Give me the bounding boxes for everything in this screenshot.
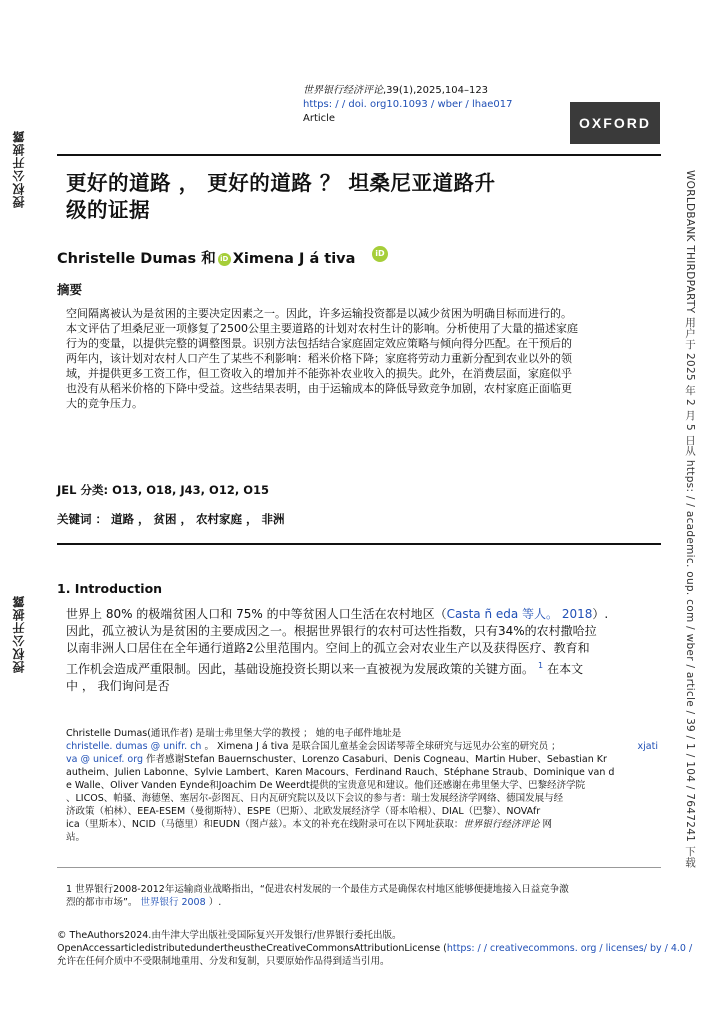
citation-volume: ,39(1),2025,104–123: [383, 85, 489, 96]
footnote-text: ）.: [208, 897, 222, 908]
citation-link[interactable]: Casta ñ eda 等人。 2018: [446, 607, 593, 621]
introduction-heading: 1. Introduction: [57, 581, 163, 596]
intro-line: [66, 606, 659, 623]
footnote-line: [66, 896, 660, 909]
author-note-line: [66, 753, 660, 766]
section-rule: [57, 543, 661, 545]
journal-name: 世界银行经济评论: [463, 819, 540, 830]
copyright-line: [57, 942, 693, 955]
abstract-line: 本文评估了坦桑尼亚一项修复了2500公里主要道路的计划对农村生计的影响。分析使用了大量的描述家庭: [66, 322, 578, 335]
disclosure-label-top: 授权公开披露: [12, 130, 26, 208]
title-line-2: 级的证据: [66, 198, 150, 222]
intro-line: [66, 657, 659, 678]
abstract-line: 大的竞争压力。: [66, 397, 143, 410]
author-note: [66, 727, 660, 844]
license-link[interactable]: https: / / creativecommons. org / licenses/ by / 4.0 /: [446, 943, 693, 954]
author-list: [57, 247, 355, 268]
paper-title: [66, 170, 626, 224]
download-watermark: WORLDBANK THIRDPARTY 用户于 2025 年 2 月 5 日从 https: / / academic. oup. com / wber / article / 39 / 1 / 104 / 7647241 下载: [684, 170, 696, 868]
copyright-line: © TheAuthors2024.由牛津大学出版社受国际复兴开发银行/世界银行委托出版。: [57, 930, 402, 941]
orcid-icon[interactable]: iD: [218, 253, 231, 266]
author-note-line: e Walle、Oliver Vanden Eynde和Joachim De Weerdt提供的宝贵意见和建议。他们还感谢在弗里堡大学、巴黎经济学院: [66, 780, 586, 791]
author-note-line: [66, 740, 660, 753]
introduction-body: [66, 606, 659, 695]
citation-link[interactable]: 世界银行 2008: [140, 897, 206, 908]
author-note-line: autheim、Julien Labonne、Sylvie Lambert、Karen Macours、Ferdinand Rauch、Stéphane Straub、Dominique van d: [66, 767, 615, 778]
keywords-label: 关键词 ：: [57, 512, 108, 526]
intro-text-1b: ）.: [592, 607, 609, 621]
doi-link[interactable]: https: / / doi. org10.1093 / wber / lhae017: [303, 99, 513, 110]
email-link[interactable]: christelle. dumas @ unifr. ch: [66, 741, 202, 752]
footnote-text: 烈的都市市场”。: [66, 897, 138, 908]
title-line-1: 更好的道路 ， 更好的道路 ？ 坦桑尼亚道路升: [66, 171, 496, 195]
author-second: Ximena J á tiva: [232, 251, 356, 267]
abstract-line: 域，并提供更多工资工作，但工资收入的增加并不能弥补农业收入的损失。此外，在消费层面，家庭似乎: [66, 367, 572, 380]
abstract-body: [66, 306, 658, 411]
intro-text-1a: 世界上 80% 的极端贫困人口和 75% 的中等贫困人口生活在农村地区（: [66, 607, 447, 621]
author-note-line: [66, 818, 660, 831]
author-note-line: 济政策（柏林）、EEA-ESEM（曼彻斯特）、ESPE（巴斯）、北欧发展经济学（哥本哈根）、DIAL（巴黎）、NOVAfr: [66, 806, 541, 817]
intro-text-4a: 工作机会造成严重限制。因此，基础设施投资长期以来一直被视为发展政策的关键方面。: [66, 662, 535, 676]
header-rule: [57, 154, 661, 156]
abstract-line: 两年内，该计划对农村人口产生了某些不利影响：稻米价格下降；家庭将劳动力重新分配到农业以外的领: [66, 352, 572, 365]
author-note-text: 网: [542, 819, 552, 830]
copyright: [57, 929, 693, 968]
footnote: [66, 883, 660, 909]
keywords: [57, 511, 285, 527]
author-first: Christelle Dumas: [57, 251, 197, 267]
oxford-logo: OXFORD: [570, 102, 660, 144]
journal-citation: [303, 84, 512, 98]
intro-line: 中 ， 我们询问是否: [66, 679, 170, 693]
intro-line: 以南非洲人口居住在全年通行道路2公里范围内。空间上的孤立会对农业生产以及获得医疗、教育和: [66, 641, 590, 655]
email-link[interactable]: va @ unicef. org: [66, 754, 144, 765]
journal-header: [303, 84, 512, 126]
article-type: Article: [303, 113, 336, 124]
copyright-line: 允许在任何介质中不受限制地重用、分发和复制，只要原始作品得到适当引用。: [57, 956, 390, 967]
intro-text-4b: 在本文: [547, 662, 584, 676]
author-note-line: 站。: [66, 832, 86, 843]
orcid-icon-second[interactable]: iD: [372, 246, 388, 262]
author-conjunction: 和: [201, 251, 216, 267]
footnote-ref[interactable]: 1: [538, 661, 544, 670]
intro-line: 因此，孤立被认为是贫困的主要成因之一。根据世界银行的农村可达性指数，只有34%的农村撒哈拉: [66, 624, 597, 638]
abstract-line: 也没有从稻米价格的下降中受益。这些结果表明，由于运输成本的降低导致竞争加剧，农村家庭正面临更: [66, 382, 572, 395]
author-note-line: 、LICOS、帕骚、海德堡、塞居尔-彭图瓦、日内瓦研究院以及以下会议的参与者：瑞士发展经济学网络、德国发展与经: [66, 793, 564, 804]
license-text: OpenAccessarticledistributedundertheustheCreativeCommonsAttributionLicense (: [57, 943, 447, 954]
abstract-line: 空间隔离被认为是贫困的主要决定因素之一。因此，许多运输投资都是以减少贫困为明确目标而进行的。: [66, 307, 572, 320]
author-note-text: ica（里斯本）、NCID（马德里）和EUDN（图卢兹）。本文的补充在线附录可在以下网址获取：: [66, 819, 464, 830]
footnote-line: 1 世界银行2008-2012年运输商业战略指出，“促进农村发展的一个最佳方式是确保农村地区能够便捷地接入日益竞争激: [66, 884, 569, 895]
author-note-text: 。 Ximena J á tiva 是联合国儿童基金会因诺琴蒂全球研究与远见办公室的研究员 ；: [201, 741, 561, 752]
author-note-line: Christelle Dumas(通讯作者) 是瑞士弗里堡大学的教授 ； 她的电子邮件地址是: [66, 728, 402, 739]
journal-name: 世界银行经济评论: [303, 85, 383, 96]
author-note-text: 作者感谢Stefan Bauernschuster、Lorenzo Casaburi、Denis Cogneau、Martin Huber、Sebastian Kr: [143, 754, 607, 765]
footnote-rule: [57, 867, 661, 868]
jel-codes: [57, 482, 269, 498]
jel-values: O13, O18, J43, O12, O15: [112, 483, 269, 497]
disclosure-label-bottom: 授权公开披露: [12, 595, 26, 673]
keywords-values: 道路 ， 贫困 ， 农村家庭 ， 非洲: [111, 512, 285, 526]
email-link[interactable]: xjati: [637, 741, 658, 752]
jel-label: JEL 分类:: [57, 483, 109, 497]
abstract-heading: 摘要: [57, 282, 83, 297]
abstract-line: 行为的变量，以提供完整的调整图景。识别方法包括结合家庭固定效应策略与倾向得分匹配。在干预后的: [66, 337, 572, 350]
